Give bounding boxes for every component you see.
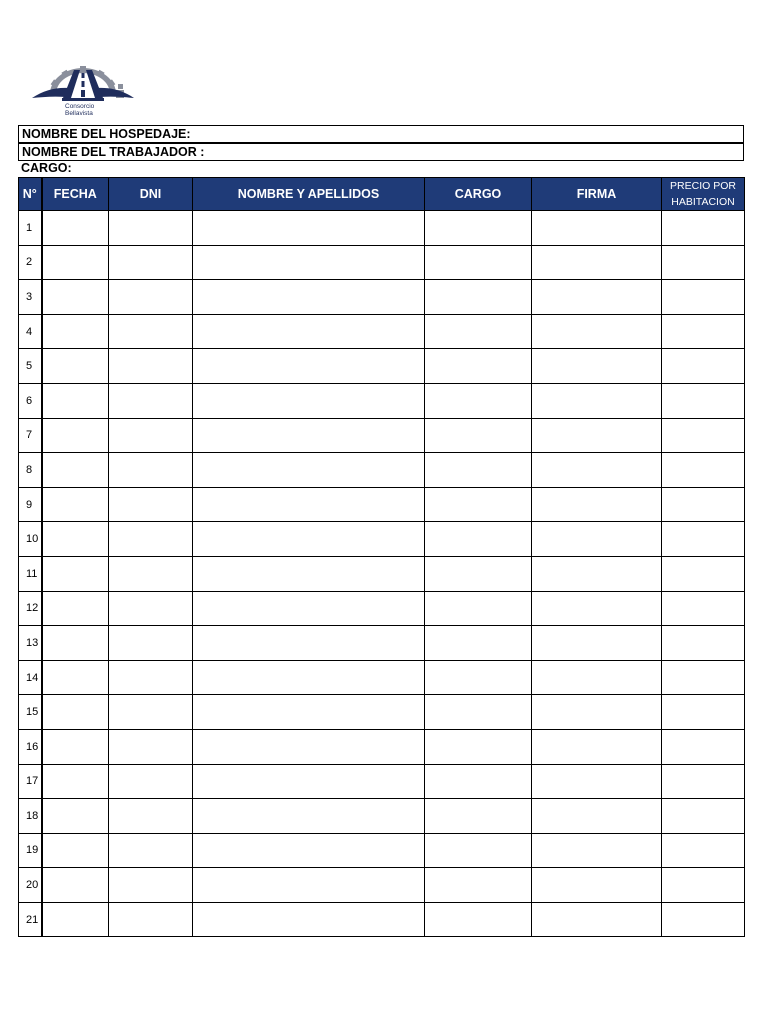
cargo-label: CARGO: bbox=[21, 161, 72, 175]
table-row bbox=[19, 660, 745, 695]
cell-fecha[interactable] bbox=[42, 453, 109, 488]
cell-cargo[interactable] bbox=[425, 418, 532, 453]
cell-dni[interactable] bbox=[109, 902, 193, 937]
col-header-precio-line1: PRECIO POR bbox=[670, 180, 736, 192]
cell-firma[interactable] bbox=[532, 764, 662, 799]
hospedaje-field bbox=[18, 125, 744, 143]
cell-dni[interactable] bbox=[109, 453, 193, 488]
cell-nombre[interactable] bbox=[193, 383, 425, 418]
cell-firma[interactable] bbox=[532, 695, 662, 730]
cargo-field bbox=[18, 160, 744, 177]
col-header-precio bbox=[662, 178, 745, 211]
cell-firma[interactable] bbox=[532, 660, 662, 695]
table-row bbox=[19, 522, 745, 557]
cell-firma[interactable] bbox=[532, 418, 662, 453]
cell-precio[interactable] bbox=[662, 764, 745, 799]
cell-nombre[interactable] bbox=[193, 695, 425, 730]
logo-graphic bbox=[30, 64, 136, 120]
cell-nombre[interactable] bbox=[193, 314, 425, 349]
table-row bbox=[19, 799, 745, 834]
cell-firma[interactable] bbox=[532, 211, 662, 246]
cell-firma[interactable] bbox=[532, 349, 662, 384]
cell-fecha[interactable] bbox=[42, 245, 109, 280]
table-body bbox=[19, 211, 745, 937]
cell-dni[interactable] bbox=[109, 245, 193, 280]
cell-precio[interactable] bbox=[662, 487, 745, 522]
row-number: 5 bbox=[19, 349, 42, 384]
row-number: 12 bbox=[19, 591, 42, 626]
cell-nombre[interactable] bbox=[193, 902, 425, 937]
cell-nombre[interactable] bbox=[193, 868, 425, 903]
cell-dni[interactable] bbox=[109, 383, 193, 418]
table-row bbox=[19, 453, 745, 488]
trabajador-field bbox=[18, 143, 744, 161]
cell-precio[interactable] bbox=[662, 729, 745, 764]
table-row bbox=[19, 211, 745, 246]
cell-firma[interactable] bbox=[532, 626, 662, 661]
cell-precio[interactable] bbox=[662, 453, 745, 488]
cell-nombre[interactable] bbox=[193, 245, 425, 280]
cell-cargo[interactable] bbox=[425, 833, 532, 868]
table-row bbox=[19, 383, 745, 418]
table-row bbox=[19, 695, 745, 730]
cell-nombre[interactable] bbox=[193, 660, 425, 695]
cell-nombre[interactable] bbox=[193, 764, 425, 799]
cell-precio[interactable] bbox=[662, 626, 745, 661]
row-number: 14 bbox=[19, 660, 42, 695]
cell-nombre[interactable] bbox=[193, 453, 425, 488]
cell-fecha[interactable] bbox=[42, 695, 109, 730]
row-number: 15 bbox=[19, 695, 42, 730]
cell-fecha[interactable] bbox=[42, 556, 109, 591]
cell-cargo[interactable] bbox=[425, 868, 532, 903]
cell-cargo[interactable] bbox=[425, 695, 532, 730]
table-row bbox=[19, 729, 745, 764]
cell-precio[interactable] bbox=[662, 280, 745, 315]
table-row bbox=[19, 280, 745, 315]
cell-fecha[interactable] bbox=[42, 626, 109, 661]
cell-firma[interactable] bbox=[532, 245, 662, 280]
cell-firma[interactable] bbox=[532, 487, 662, 522]
cell-cargo[interactable] bbox=[425, 280, 532, 315]
cell-nombre[interactable] bbox=[193, 418, 425, 453]
col-header-nombre: NOMBRE Y APELLIDOS bbox=[193, 178, 425, 211]
cell-fecha[interactable] bbox=[42, 349, 109, 384]
table-row bbox=[19, 487, 745, 522]
cell-firma[interactable] bbox=[532, 591, 662, 626]
cell-nombre[interactable] bbox=[193, 280, 425, 315]
table-row bbox=[19, 556, 745, 591]
cell-precio[interactable] bbox=[662, 522, 745, 557]
cell-fecha[interactable] bbox=[42, 729, 109, 764]
cell-dni[interactable] bbox=[109, 280, 193, 315]
cell-cargo[interactable] bbox=[425, 626, 532, 661]
cell-precio[interactable] bbox=[662, 383, 745, 418]
cell-fecha[interactable] bbox=[42, 764, 109, 799]
cell-fecha[interactable] bbox=[42, 522, 109, 557]
table-row bbox=[19, 626, 745, 661]
cell-precio[interactable] bbox=[662, 902, 745, 937]
cell-fecha[interactable] bbox=[42, 487, 109, 522]
cell-firma[interactable] bbox=[532, 314, 662, 349]
cell-precio[interactable] bbox=[662, 418, 745, 453]
cell-cargo[interactable] bbox=[425, 453, 532, 488]
col-header-fecha: FECHA bbox=[42, 178, 109, 211]
cell-nombre[interactable] bbox=[193, 556, 425, 591]
cell-precio[interactable] bbox=[662, 833, 745, 868]
row-number: 6 bbox=[19, 383, 42, 418]
cell-nombre[interactable] bbox=[193, 522, 425, 557]
table-row bbox=[19, 349, 745, 384]
table-row bbox=[19, 764, 745, 799]
cell-precio[interactable] bbox=[662, 695, 745, 730]
cell-precio[interactable] bbox=[662, 591, 745, 626]
registro-table bbox=[18, 177, 745, 937]
cell-cargo[interactable] bbox=[425, 314, 532, 349]
cell-dni[interactable] bbox=[109, 799, 193, 834]
cell-firma[interactable] bbox=[532, 833, 662, 868]
row-number: 10 bbox=[19, 522, 42, 557]
col-header-cargo: CARGO bbox=[425, 178, 532, 211]
cell-precio[interactable] bbox=[662, 660, 745, 695]
cell-cargo[interactable] bbox=[425, 349, 532, 384]
row-number: 8 bbox=[19, 453, 42, 488]
trabajador-label: NOMBRE DEL TRABAJADOR : bbox=[22, 145, 205, 159]
cell-fecha[interactable] bbox=[42, 418, 109, 453]
cell-dni[interactable] bbox=[109, 487, 193, 522]
row-number: 4 bbox=[19, 314, 42, 349]
table-row bbox=[19, 314, 745, 349]
cell-cargo[interactable] bbox=[425, 487, 532, 522]
col-header-firma: FIRMA bbox=[532, 178, 662, 211]
cell-dni[interactable] bbox=[109, 211, 193, 246]
svg-text:Consorcio: Consorcio bbox=[65, 103, 95, 110]
row-number: 21 bbox=[19, 902, 42, 937]
cell-dni[interactable] bbox=[109, 833, 193, 868]
cell-fecha[interactable] bbox=[42, 280, 109, 315]
row-number: 16 bbox=[19, 729, 42, 764]
cell-dni[interactable] bbox=[109, 418, 193, 453]
cell-cargo[interactable] bbox=[425, 729, 532, 764]
cell-cargo[interactable] bbox=[425, 660, 532, 695]
cell-cargo[interactable] bbox=[425, 764, 532, 799]
cell-firma[interactable] bbox=[532, 729, 662, 764]
cell-fecha[interactable] bbox=[42, 591, 109, 626]
table-row bbox=[19, 902, 745, 937]
row-number: 1 bbox=[19, 211, 42, 246]
cell-fecha[interactable] bbox=[42, 383, 109, 418]
hospedaje-label: NOMBRE DEL HOSPEDAJE: bbox=[22, 127, 191, 141]
cell-cargo[interactable] bbox=[425, 799, 532, 834]
cell-precio[interactable] bbox=[662, 799, 745, 834]
cell-firma[interactable] bbox=[532, 556, 662, 591]
cell-dni[interactable] bbox=[109, 556, 193, 591]
cell-dni[interactable] bbox=[109, 695, 193, 730]
table-row bbox=[19, 833, 745, 868]
cell-dni[interactable] bbox=[109, 349, 193, 384]
cell-dni[interactable] bbox=[109, 591, 193, 626]
cell-firma[interactable] bbox=[532, 902, 662, 937]
cell-cargo[interactable] bbox=[425, 245, 532, 280]
cell-fecha[interactable] bbox=[42, 868, 109, 903]
cell-nombre[interactable] bbox=[193, 626, 425, 661]
consorcio-bellavista-logo bbox=[30, 64, 136, 120]
cell-dni[interactable] bbox=[109, 868, 193, 903]
cell-fecha[interactable] bbox=[42, 211, 109, 246]
cell-firma[interactable] bbox=[532, 453, 662, 488]
row-number: 20 bbox=[19, 868, 42, 903]
table-row bbox=[19, 868, 745, 903]
cell-fecha[interactable] bbox=[42, 660, 109, 695]
cell-precio[interactable] bbox=[662, 245, 745, 280]
cell-nombre[interactable] bbox=[193, 799, 425, 834]
cell-cargo[interactable] bbox=[425, 902, 532, 937]
cell-nombre[interactable] bbox=[193, 729, 425, 764]
cell-fecha[interactable] bbox=[42, 314, 109, 349]
cell-precio[interactable] bbox=[662, 556, 745, 591]
table-row bbox=[19, 245, 745, 280]
row-number: 13 bbox=[19, 626, 42, 661]
cell-firma[interactable] bbox=[532, 522, 662, 557]
cell-nombre[interactable] bbox=[193, 349, 425, 384]
table-header-row bbox=[19, 178, 745, 211]
cell-dni[interactable] bbox=[109, 522, 193, 557]
cell-firma[interactable] bbox=[532, 868, 662, 903]
cell-precio[interactable] bbox=[662, 314, 745, 349]
cell-fecha[interactable] bbox=[42, 833, 109, 868]
row-number: 3 bbox=[19, 280, 42, 315]
cell-cargo[interactable] bbox=[425, 383, 532, 418]
table-row bbox=[19, 591, 745, 626]
row-number: 18 bbox=[19, 799, 42, 834]
cell-dni[interactable] bbox=[109, 729, 193, 764]
cell-precio[interactable] bbox=[662, 211, 745, 246]
row-number: 11 bbox=[19, 556, 42, 591]
cell-nombre[interactable] bbox=[193, 591, 425, 626]
col-header-precio-line2: HABITACION bbox=[671, 196, 735, 208]
cell-dni[interactable] bbox=[109, 764, 193, 799]
cell-nombre[interactable] bbox=[193, 833, 425, 868]
cell-dni[interactable] bbox=[109, 314, 193, 349]
cell-firma[interactable] bbox=[532, 383, 662, 418]
cell-firma[interactable] bbox=[532, 799, 662, 834]
cell-fecha[interactable] bbox=[42, 799, 109, 834]
row-number: 7 bbox=[19, 418, 42, 453]
row-number: 2 bbox=[19, 245, 42, 280]
cell-fecha[interactable] bbox=[42, 902, 109, 937]
row-number: 19 bbox=[19, 833, 42, 868]
svg-text:Bellavista: Bellavista bbox=[65, 110, 93, 117]
cell-precio[interactable] bbox=[662, 349, 745, 384]
cell-dni[interactable] bbox=[109, 660, 193, 695]
col-header-dni: DNI bbox=[109, 178, 193, 211]
cell-nombre[interactable] bbox=[193, 487, 425, 522]
cell-precio[interactable] bbox=[662, 868, 745, 903]
cell-nombre[interactable] bbox=[193, 211, 425, 246]
cell-cargo[interactable] bbox=[425, 522, 532, 557]
cell-cargo[interactable] bbox=[425, 211, 532, 246]
cell-firma[interactable] bbox=[532, 280, 662, 315]
table-row bbox=[19, 418, 745, 453]
row-number: 17 bbox=[19, 764, 42, 799]
cell-dni[interactable] bbox=[109, 626, 193, 661]
cell-cargo[interactable] bbox=[425, 556, 532, 591]
col-header-num: N° bbox=[19, 178, 42, 211]
cell-cargo[interactable] bbox=[425, 591, 532, 626]
row-number: 9 bbox=[19, 487, 42, 522]
